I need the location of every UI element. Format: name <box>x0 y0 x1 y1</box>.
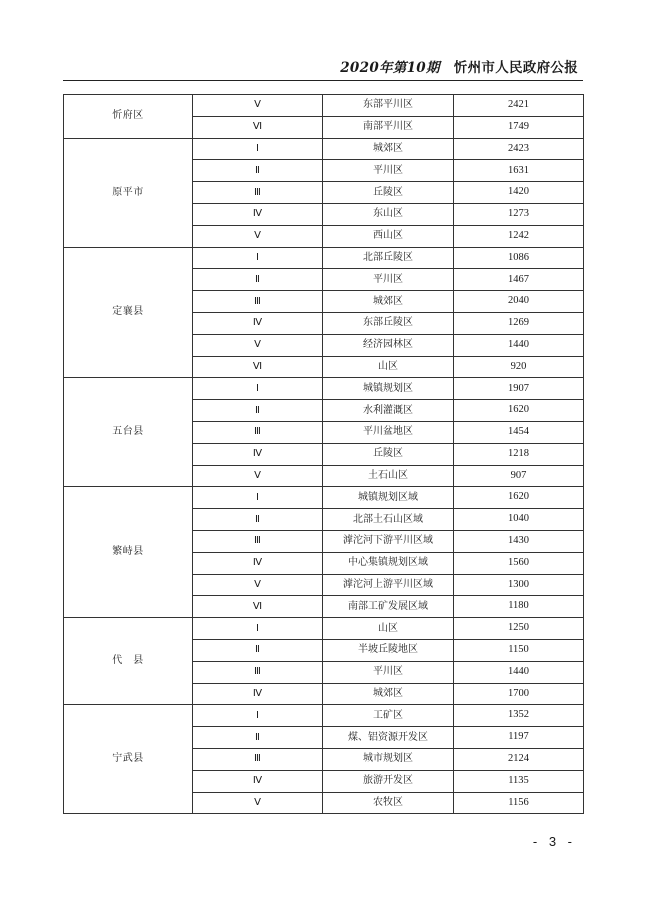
value-cell: 1150 <box>454 639 584 661</box>
grade-cell: Ⅴ <box>193 465 323 487</box>
grade-cell: Ⅱ <box>193 727 323 749</box>
value-cell: 1907 <box>454 378 584 400</box>
value-cell: 1269 <box>454 312 584 334</box>
grade-cell: Ⅱ <box>193 639 323 661</box>
value-cell: 1300 <box>454 574 584 596</box>
value-cell: 1440 <box>454 661 584 683</box>
zone-cell: 城镇规划区 <box>323 378 454 400</box>
value-cell: 1467 <box>454 269 584 291</box>
issue-label: 2020年第10期 <box>340 60 440 76</box>
grade-cell: Ⅳ <box>193 683 323 705</box>
grade-cell: Ⅰ <box>193 487 323 509</box>
grade-cell: Ⅵ <box>193 596 323 618</box>
zone-cell: 北部丘陵区 <box>323 247 454 269</box>
zone-cell: 东部丘陵区 <box>323 312 454 334</box>
grade-cell: Ⅵ <box>193 116 323 138</box>
zone-cell: 城郊区 <box>323 138 454 160</box>
grade-cell: Ⅴ <box>193 334 323 356</box>
grade-cell: Ⅳ <box>193 552 323 574</box>
zone-cell: 城镇规划区域 <box>323 487 454 509</box>
grade-cell: Ⅴ <box>193 225 323 247</box>
zone-cell: 山区 <box>323 356 454 378</box>
value-cell: 1086 <box>454 247 584 269</box>
zone-cell: 平川区 <box>323 269 454 291</box>
grade-cell: Ⅱ <box>193 160 323 182</box>
zone-cell: 滹沱河上游平川区域 <box>323 574 454 596</box>
grade-cell: Ⅳ <box>193 443 323 465</box>
zone-cell: 南部平川区 <box>323 116 454 138</box>
zone-cell: 城郊区 <box>323 291 454 313</box>
value-cell: 1135 <box>454 770 584 792</box>
county-cell: 原平市 <box>64 138 193 247</box>
zone-cell: 经济园林区 <box>323 334 454 356</box>
value-cell: 2421 <box>454 95 584 117</box>
value-cell: 1352 <box>454 705 584 727</box>
zone-cell: 山区 <box>323 618 454 640</box>
grade-cell: Ⅰ <box>193 618 323 640</box>
county-cell: 繁峙县 <box>64 487 193 618</box>
grade-cell: Ⅰ <box>193 378 323 400</box>
grade-cell: Ⅲ <box>193 530 323 552</box>
table-row <box>64 487 584 509</box>
page-number: - 3 - <box>532 834 576 849</box>
value-cell: 1040 <box>454 509 584 531</box>
county-cell: 宁武县 <box>64 705 193 814</box>
zone-cell: 工矿区 <box>323 705 454 727</box>
value-cell: 1749 <box>454 116 584 138</box>
value-cell: 2423 <box>454 138 584 160</box>
zone-cell: 西山区 <box>323 225 454 247</box>
zone-cell: 丘陵区 <box>323 182 454 204</box>
value-cell: 920 <box>454 356 584 378</box>
table-row <box>64 378 584 400</box>
grade-cell: Ⅱ <box>193 509 323 531</box>
zone-cell: 南部工矿发展区域 <box>323 596 454 618</box>
zone-cell: 半坡丘陵地区 <box>323 639 454 661</box>
value-cell: 1218 <box>454 443 584 465</box>
value-cell: 1197 <box>454 727 584 749</box>
grade-cell: Ⅵ <box>193 356 323 378</box>
county-cell: 五台县 <box>64 378 193 487</box>
table-row <box>64 95 584 117</box>
grade-cell: Ⅳ <box>193 312 323 334</box>
zone-cell: 城郊区 <box>323 683 454 705</box>
grade-cell: Ⅳ <box>193 203 323 225</box>
zone-cell: 北部土石山区域 <box>323 509 454 531</box>
zone-cell: 旅游开发区 <box>323 770 454 792</box>
value-cell: 1631 <box>454 160 584 182</box>
zone-cell: 水利灌溉区 <box>323 400 454 422</box>
value-cell: 1440 <box>454 334 584 356</box>
zone-cell: 城市规划区 <box>323 748 454 770</box>
grade-cell: Ⅳ <box>193 770 323 792</box>
zone-cell: 平川区 <box>323 160 454 182</box>
grade-cell: Ⅲ <box>193 661 323 683</box>
county-cell: 忻府区 <box>64 95 193 139</box>
grade-cell: Ⅴ <box>193 95 323 117</box>
value-cell: 2040 <box>454 291 584 313</box>
publication-title: 忻州市人民政府公报 <box>453 60 578 76</box>
land-price-table <box>63 94 584 814</box>
grade-cell: Ⅲ <box>193 291 323 313</box>
value-cell: 1430 <box>454 530 584 552</box>
value-cell: 1420 <box>454 182 584 204</box>
grade-cell: Ⅲ <box>193 182 323 204</box>
grade-cell: Ⅰ <box>193 705 323 727</box>
zone-cell: 东部平川区 <box>323 95 454 117</box>
zone-cell: 滹沱河下游平川区域 <box>323 530 454 552</box>
value-cell: 1620 <box>454 400 584 422</box>
value-cell: 907 <box>454 465 584 487</box>
value-cell: 1156 <box>454 792 584 814</box>
zone-cell: 东山区 <box>323 203 454 225</box>
table-row <box>64 618 584 640</box>
zone-cell: 平川区 <box>323 661 454 683</box>
grade-cell: Ⅴ <box>193 792 323 814</box>
value-cell: 1242 <box>454 225 584 247</box>
value-cell: 1700 <box>454 683 584 705</box>
grade-cell: Ⅰ <box>193 138 323 160</box>
value-cell: 1180 <box>454 596 584 618</box>
grade-cell: Ⅴ <box>193 574 323 596</box>
grade-cell: Ⅲ <box>193 748 323 770</box>
zone-cell: 煤、铝资源开发区 <box>323 727 454 749</box>
table-row <box>64 247 584 269</box>
table-row <box>64 138 584 160</box>
zone-cell: 丘陵区 <box>323 443 454 465</box>
table-body <box>64 95 584 814</box>
value-cell: 2124 <box>454 748 584 770</box>
table-row <box>64 705 584 727</box>
page-header <box>340 56 578 76</box>
zone-cell: 中心集镇规划区域 <box>323 552 454 574</box>
zone-cell: 平川盆地区 <box>323 421 454 443</box>
value-cell: 1620 <box>454 487 584 509</box>
value-cell: 1250 <box>454 618 584 640</box>
value-cell: 1273 <box>454 203 584 225</box>
grade-cell: Ⅲ <box>193 421 323 443</box>
zone-cell: 土石山区 <box>323 465 454 487</box>
value-cell: 1454 <box>454 421 584 443</box>
zone-cell: 农牧区 <box>323 792 454 814</box>
header-rule <box>63 80 583 81</box>
county-cell: 定襄县 <box>64 247 193 378</box>
grade-cell: Ⅱ <box>193 400 323 422</box>
county-cell: 代 县 <box>64 618 193 705</box>
value-cell: 1560 <box>454 552 584 574</box>
grade-cell: Ⅱ <box>193 269 323 291</box>
grade-cell: Ⅰ <box>193 247 323 269</box>
